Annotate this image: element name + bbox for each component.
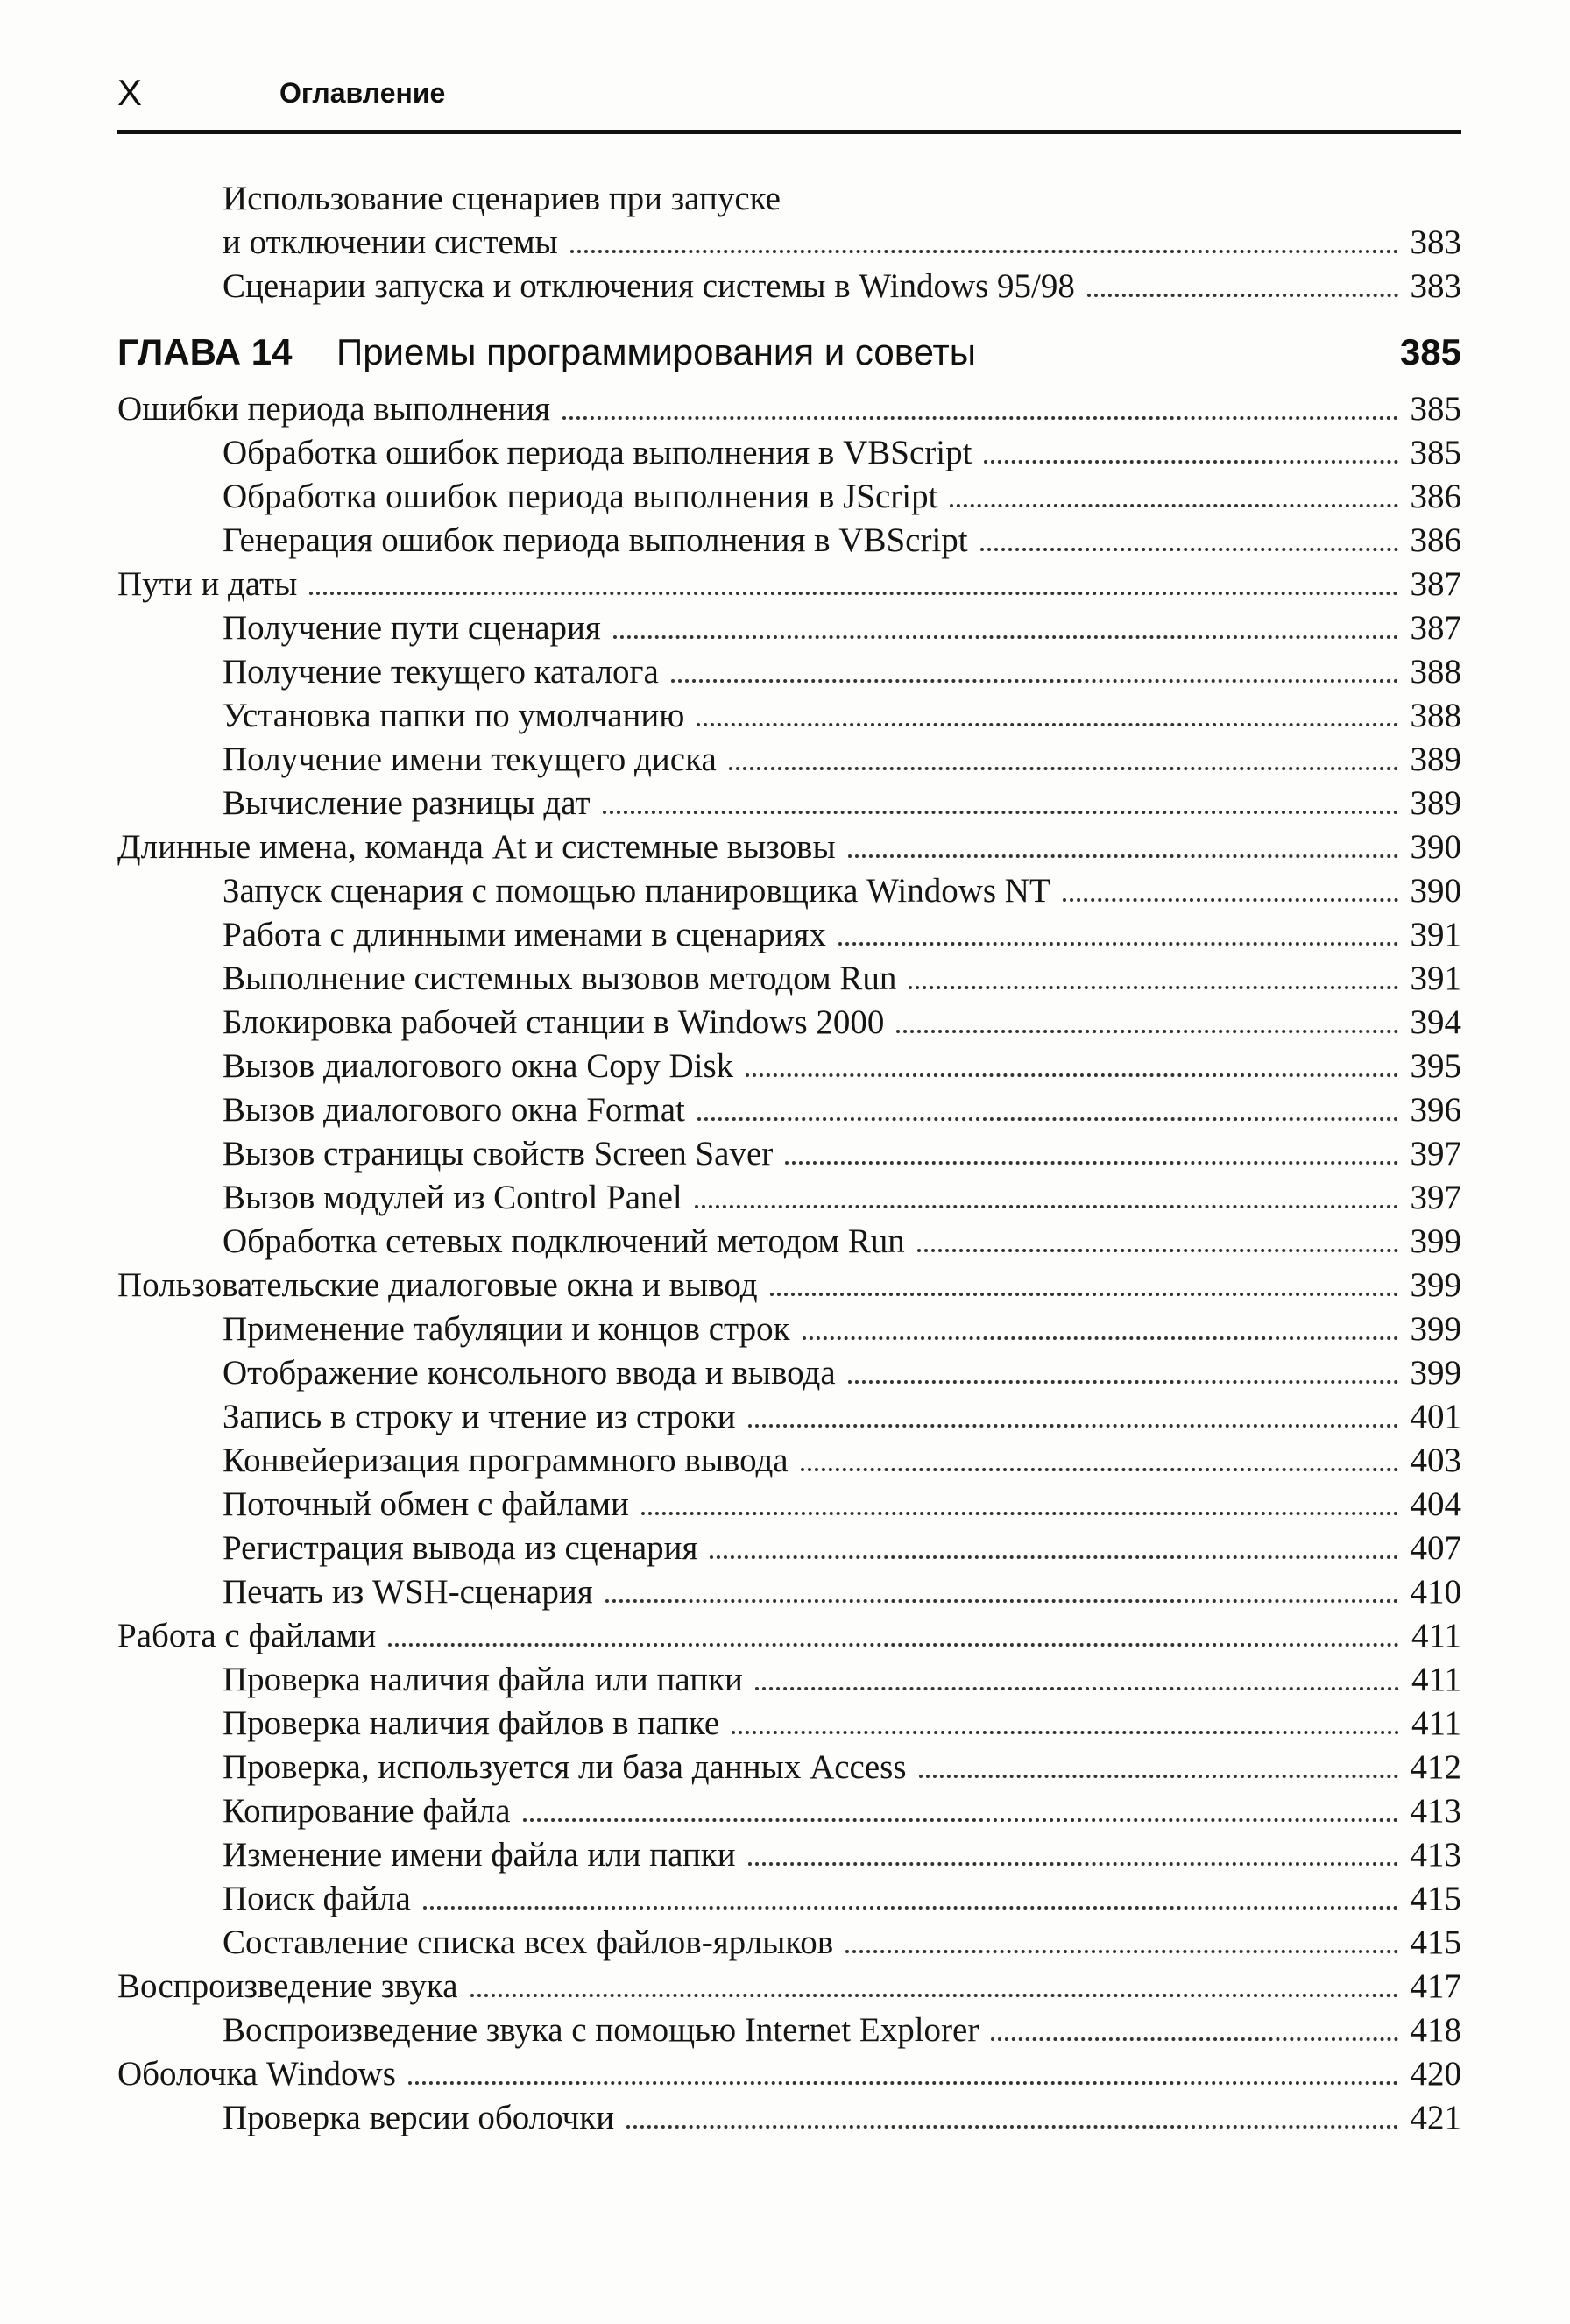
toc-entry (117, 2009, 1461, 2052)
toc-entry (117, 782, 1461, 825)
toc-entry (117, 1351, 1461, 1395)
toc-entry (117, 1746, 1461, 1789)
toc-entry-label: Получение пути сценария (223, 609, 601, 647)
toc-entry (117, 913, 1461, 957)
toc-entry-page: 387 (1410, 609, 1461, 647)
dot-leader (388, 1642, 1399, 1647)
toc-entry-page: 395 (1410, 1047, 1461, 1085)
toc-entry-page: 420 (1410, 2055, 1461, 2093)
toc-entry-label: Воспроизведение звука с помощью Internet Explorer (223, 2011, 979, 2049)
dot-leader (697, 1116, 1398, 1121)
toc-entry (117, 1045, 1461, 1088)
toc-entry-page: 411 (1411, 1704, 1461, 1742)
toc-entry-label: Вызов модулей из Control Panel (223, 1179, 682, 1216)
toc-entry (117, 431, 1461, 475)
dot-leader (605, 1598, 1398, 1603)
dot-leader (748, 1861, 1398, 1866)
dot-leader (746, 1073, 1397, 1077)
toc-entry-page: 383 (1410, 223, 1461, 261)
toc-entry (117, 1921, 1461, 1965)
toc-entry-label: Вызов диалогового окна Copy Disk (223, 1047, 734, 1085)
dot-leader (710, 1555, 1397, 1559)
toc-entry-label: Установка папки по умолчанию (223, 697, 685, 734)
toc-entry (117, 475, 1461, 519)
header-rule (117, 130, 1461, 134)
dot-leader (562, 415, 1397, 420)
dot-leader (991, 2037, 1397, 2041)
toc-entry (117, 2096, 1461, 2140)
page-header (117, 61, 1461, 135)
toc-entry-page: 388 (1410, 653, 1461, 691)
toc-entry-page: 404 (1410, 1485, 1461, 1523)
toc-entry-page: 412 (1410, 1748, 1461, 1786)
toc-section (117, 2052, 1461, 2096)
toc-entry-page: 391 (1410, 960, 1461, 997)
dot-leader (570, 249, 1398, 253)
dot-leader (309, 591, 1397, 595)
dot-leader (641, 1511, 1398, 1515)
toc-entry-page: 390 (1410, 828, 1461, 866)
toc-entry-page: 394 (1410, 1003, 1461, 1041)
toc-entry-label: Отображение консольного ввода и вывода (223, 1354, 836, 1392)
toc-section (117, 825, 1461, 869)
dot-leader (755, 1686, 1399, 1690)
toc-entry (117, 650, 1461, 694)
dot-leader (950, 503, 1397, 507)
toc-entry-label: Получение текущего каталога (223, 653, 659, 691)
toc-entry-page: 417 (1410, 1967, 1461, 2005)
page-number: X (117, 72, 143, 113)
toc-section (117, 1614, 1461, 1658)
dot-leader (408, 2080, 1398, 2085)
toc-entry (117, 1527, 1461, 1570)
toc-entry-page: 403 (1410, 1442, 1461, 1479)
dot-leader (848, 854, 1398, 858)
dot-leader (626, 2124, 1397, 2129)
toc-entry-page: 415 (1410, 1924, 1461, 1961)
toc-entry-label: Проверка версии оболочки (223, 2099, 615, 2136)
toc-entry (117, 1570, 1461, 1614)
toc-entry-label: Поточный обмен с файлами (223, 1485, 629, 1523)
toc-entry (117, 221, 1461, 265)
dot-leader (984, 459, 1397, 464)
toc-entry-label: Ошибки периода выполнения (117, 390, 551, 428)
toc-entry-page: 401 (1410, 1398, 1461, 1435)
toc-entry-label: Проверка, используется ли база данных Access (223, 1748, 907, 1786)
toc-entry-label: Копирование файла (223, 1792, 511, 1830)
toc-section (117, 387, 1461, 431)
dot-leader (523, 1817, 1398, 1822)
chapter-page: 385 (1399, 331, 1461, 372)
dot-leader (803, 1336, 1398, 1340)
toc-entry-label: Запись в строку и чтение из строки (223, 1398, 736, 1435)
toc-entry-label: Пользовательские диалоговые окна и вывод (117, 1266, 758, 1304)
toc-entry-label: Конвейеризация программного вывода (223, 1442, 789, 1479)
toc-entry-page: 413 (1410, 1792, 1461, 1830)
toc-entry (117, 1001, 1461, 1045)
toc-entry-page: 390 (1410, 872, 1461, 910)
toc-entry-label: Оболочка Windows (117, 2055, 396, 2093)
toc-entry (117, 606, 1461, 650)
dot-leader (770, 1292, 1398, 1296)
toc-entry (117, 1088, 1461, 1132)
toc-entry-page: 391 (1410, 916, 1461, 953)
toc-entry (117, 869, 1461, 913)
table-of-contents (117, 177, 1461, 2140)
dot-leader (785, 1160, 1397, 1165)
toc-entry-page: 386 (1410, 478, 1461, 515)
toc-entry-list (117, 387, 1461, 2140)
dot-leader (1063, 897, 1398, 902)
dot-leader (697, 722, 1397, 726)
dot-leader (845, 1949, 1397, 1953)
chapter-number: ГЛАВА 14 (117, 331, 293, 372)
toc-entry-page: 399 (1410, 1222, 1461, 1260)
toc-entry-page: 396 (1410, 1091, 1461, 1129)
toc-entry-label: Проверка наличия файлов в папке (223, 1704, 720, 1742)
toc-entry-continued-line (117, 177, 1461, 221)
toc-section (117, 563, 1461, 606)
toc-entry-page: 389 (1410, 784, 1461, 822)
toc-entry-label: Вызов страницы свойств Screen Saver (223, 1135, 774, 1173)
toc-entry-label: Печать из WSH-сценария (223, 1573, 593, 1611)
dot-leader (917, 1248, 1398, 1252)
toc-entry-page: 385 (1410, 390, 1461, 428)
toc-entry-page: 421 (1410, 2099, 1461, 2136)
toc-entry-page: 399 (1410, 1266, 1461, 1304)
toc-entry (117, 1789, 1461, 1833)
dot-leader (748, 1423, 1398, 1428)
dot-leader (848, 1379, 1398, 1384)
toc-entry-label: Длинные имена, команда At и системные вызовы (117, 828, 836, 866)
dot-leader (695, 1204, 1398, 1208)
toc-entry-page: 387 (1410, 565, 1461, 603)
toc-section (117, 1965, 1461, 2009)
dot-leader (980, 547, 1398, 551)
toc-entry-page: 385 (1410, 434, 1461, 471)
toc-entry-page: 407 (1410, 1529, 1461, 1567)
toc-entry (117, 1220, 1461, 1264)
toc-entry-label: Генерация ошибок периода выполнения в VBScript (223, 521, 968, 559)
dot-leader (919, 1774, 1398, 1778)
toc-entry-label: Запуск сценария с помощью планировщика Windows NT (223, 872, 1050, 910)
toc-entry-page: 386 (1410, 521, 1461, 559)
dot-leader (732, 1730, 1399, 1734)
toc-entry-label: Работа с файлами (117, 1617, 377, 1654)
dot-leader (423, 1905, 1398, 1910)
toc-entry (117, 1833, 1461, 1877)
toc-entry-label: и отключении системы (223, 223, 558, 261)
toc-entry (117, 519, 1461, 563)
toc-entry-page: 411 (1411, 1617, 1461, 1654)
toc-entry-label: Поиск файла (223, 1880, 411, 1917)
toc-entry-label: Вызов диалогового окна Format (223, 1091, 685, 1129)
toc-entry-label: Изменение имени файла или папки (223, 1836, 736, 1874)
toc-entry (117, 1702, 1461, 1746)
dot-leader (671, 678, 1398, 683)
toc-entry (117, 1132, 1461, 1176)
toc-entry (117, 1176, 1461, 1220)
toc-entry-page: 411 (1411, 1661, 1461, 1698)
toc-entry (117, 694, 1461, 738)
dot-leader (909, 985, 1397, 989)
toc-entry-page: 413 (1410, 1836, 1461, 1874)
toc-entry (117, 1658, 1461, 1702)
toc-entry-page: 418 (1410, 2011, 1461, 2049)
dot-leader (838, 941, 1398, 946)
toc-entry-label: Блокировка рабочей станции в Windows 2000 (223, 1003, 885, 1041)
toc-entry-label: Работа с длинными именами в сценариях (223, 916, 826, 953)
chapter-title: Приемы программирования и советы (336, 331, 976, 372)
dot-leader (603, 810, 1398, 814)
dot-leader (613, 634, 1398, 639)
toc-entry-label: Получение имени текущего диска (223, 740, 717, 778)
toc-entry-page: 389 (1410, 740, 1461, 778)
chapter-heading (117, 317, 1461, 387)
toc-entry (117, 1877, 1461, 1921)
toc-entry (117, 738, 1461, 782)
toc-entry-page: 399 (1410, 1354, 1461, 1392)
toc-entry-label: Сценарии запуска и отключения системы в Windows 95/98 (223, 267, 1075, 305)
toc-entry-page: 415 (1410, 1880, 1461, 1917)
toc-entry-label: Проверка наличия файла или папки (223, 1661, 743, 1698)
toc-entry-label: Обработка ошибок периода выполнения в JScript (223, 478, 938, 515)
toc-entry-page: 388 (1410, 697, 1461, 734)
toc-entry-label: Регистрация вывода из сценария (223, 1529, 698, 1567)
dot-leader (1087, 293, 1398, 297)
dot-leader (470, 1993, 1398, 1997)
toc-entry-page: 397 (1410, 1135, 1461, 1173)
toc-entry-label: Обработка ошибок периода выполнения в VBScript (223, 434, 972, 471)
toc-entry-page: 397 (1410, 1179, 1461, 1216)
toc-entry-label: Использование сценариев при запуске (223, 180, 781, 217)
toc-entry-page: 383 (1410, 267, 1461, 305)
toc-entry-label: Пути и даты (117, 565, 298, 603)
toc-entry-page: 410 (1410, 1573, 1461, 1611)
toc-entry-label: Воспроизведение звука (117, 1967, 458, 2005)
toc-entry-page: 399 (1410, 1310, 1461, 1348)
toc-entry-label: Составление списка всех файлов-ярлыков (223, 1924, 834, 1961)
toc-entry (117, 1307, 1461, 1351)
dot-leader (896, 1029, 1397, 1033)
toc-section (117, 1264, 1461, 1307)
dot-leader (729, 766, 1398, 770)
toc-entry-label: Применение табуляции и концов строк (223, 1310, 790, 1348)
toc-entry-label: Обработка сетевых подключений методом Run (223, 1222, 905, 1260)
toc-entry-label: Вычисление разницы дат (223, 784, 591, 822)
toc-entry-label: Выполнение системных вызовов методом Run (223, 960, 897, 997)
toc-entry (117, 1439, 1461, 1483)
toc-entry (117, 1483, 1461, 1527)
running-title: Оглавление (279, 77, 446, 109)
toc-entry (117, 1395, 1461, 1439)
dot-leader (801, 1467, 1398, 1471)
toc-entry (117, 265, 1461, 308)
toc-entry (117, 957, 1461, 1001)
